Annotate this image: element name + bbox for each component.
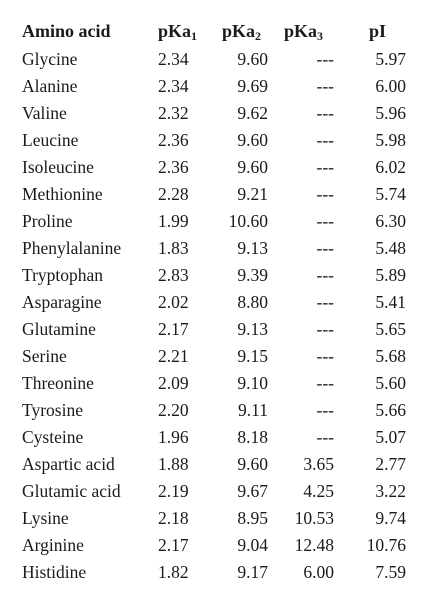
cell-pka2: 8.95 [237,508,268,528]
cell-amino-acid: Tyrosine [22,400,83,420]
cell-pka3: --- [316,49,334,69]
header-pka1 [148,16,210,46]
cell-pka1: 2.09 [158,373,189,393]
table-header [20,16,406,46]
cell-pi: 5.89 [375,265,406,285]
table-row [20,424,406,451]
cell-pka1: 2.20 [158,400,189,420]
cell-pi: 10.76 [366,535,406,555]
cell-pka1: 1.99 [158,211,189,231]
table-row [20,262,406,289]
table-row [20,46,406,73]
cell-pka1: 2.32 [158,103,189,123]
cell-amino-acid: Asparagine [22,292,102,312]
cell-pi: 9.74 [375,508,406,528]
cell-pka2: 9.04 [237,535,268,555]
header-pi: pI [368,21,386,41]
cell-amino-acid: Arginine [22,535,84,555]
cell-pka2: 9.67 [237,481,268,501]
cell-amino-acid: Lysine [22,508,69,528]
table-body [20,46,406,586]
cell-pka1: 2.02 [158,292,189,312]
cell-pka3: --- [316,319,334,339]
cell-pka3: --- [316,76,334,96]
cell-amino-acid: Glycine [22,49,78,69]
cell-pka2: 9.60 [237,157,268,177]
table-row [20,478,406,505]
cell-amino-acid: Cysteine [22,427,84,447]
cell-pka3: 3.65 [303,454,334,474]
table-row [20,208,406,235]
cell-pka2: 9.13 [237,238,268,258]
cell-pi: 7.59 [375,562,406,582]
cell-amino-acid: Valine [22,103,67,123]
cell-pka1: 2.19 [158,481,189,501]
cell-pka3: 12.48 [294,535,334,555]
table-row [20,559,406,586]
header-pka2 [210,16,280,46]
amino-acid-table-container [20,16,425,586]
cell-pi: 2.77 [375,454,406,474]
cell-pka3: --- [316,184,334,204]
table-row [20,532,406,559]
cell-pi: 5.41 [375,292,406,312]
cell-amino-acid: Glutamine [22,319,96,339]
header-pka1-base: pKa [158,21,192,41]
table-row [20,370,406,397]
table-row [20,343,406,370]
cell-pi: 5.97 [375,49,406,69]
cell-pka2: 9.21 [237,184,268,204]
cell-amino-acid: Methionine [22,184,103,204]
cell-amino-acid: Glutamic acid [22,481,121,501]
table-row [20,181,406,208]
header-pka2-subscript: 2 [255,29,262,43]
cell-pka1: 1.88 [158,454,189,474]
cell-pka2: 9.60 [237,130,268,150]
cell-amino-acid: Alanine [22,76,78,96]
cell-pka1: 2.83 [158,265,189,285]
cell-amino-acid: Leucine [22,130,79,150]
table-row [20,154,406,181]
cell-pka1: 2.36 [158,130,189,150]
cell-amino-acid: Phenylalanine [22,238,122,258]
cell-pka1: 2.28 [158,184,189,204]
table-row [20,73,406,100]
cell-pka2: 9.69 [237,76,268,96]
table-row [20,127,406,154]
cell-pi: 3.22 [375,481,406,501]
cell-pka3: 6.00 [303,562,334,582]
cell-pka2: 9.60 [237,454,268,474]
cell-pi: 5.98 [375,130,406,150]
header-pka1-subscript: 1 [191,29,198,43]
cell-pka1: 1.96 [158,427,189,447]
cell-pka2: 9.15 [237,346,268,366]
table-row [20,316,406,343]
cell-pi: 6.02 [375,157,406,177]
cell-pka3: --- [316,157,334,177]
table-row [20,505,406,532]
cell-pka2: 8.18 [237,427,268,447]
cell-amino-acid: Isoleucine [22,157,94,177]
cell-pka1: 2.17 [158,535,189,555]
table-row [20,397,406,424]
table-row [20,100,406,127]
cell-pka3: --- [316,427,334,447]
table-row [20,289,406,316]
cell-amino-acid: Histidine [22,562,87,582]
cell-pka3: --- [316,292,334,312]
cell-pka3: --- [316,265,334,285]
cell-pka2: 9.11 [238,400,268,420]
amino-acid-pka-table [20,16,406,586]
cell-pi: 5.74 [375,184,406,204]
cell-pka1: 1.83 [158,238,189,258]
header-pka3 [280,16,344,46]
header-amino-acid: Amino acid [22,21,111,41]
header-pka3-base: pKa [284,21,318,41]
header-pka2-base: pKa [222,21,256,41]
cell-amino-acid: Tryptophan [22,265,104,285]
cell-pka3: --- [316,103,334,123]
cell-pka1: 2.34 [158,76,189,96]
cell-pka1: 2.34 [158,49,189,69]
cell-pka3: --- [316,400,334,420]
cell-pka3: 4.25 [303,481,334,501]
cell-pi: 6.00 [375,76,406,96]
cell-pka2: 8.80 [237,292,268,312]
header-row [20,16,406,46]
cell-pka1: 2.18 [158,508,189,528]
cell-pka1: 2.36 [158,157,189,177]
cell-pka3: --- [316,238,334,258]
cell-amino-acid: Serine [22,346,67,366]
header-pka3-subscript: 3 [317,29,324,43]
cell-pka1: 1.82 [158,562,189,582]
cell-pka1: 2.21 [158,346,189,366]
cell-pi: 5.66 [375,400,406,420]
cell-pka2: 9.62 [237,103,268,123]
cell-pka2: 9.17 [237,562,268,582]
cell-pi: 5.60 [375,373,406,393]
cell-pi: 5.96 [375,103,406,123]
cell-pi: 5.68 [375,346,406,366]
cell-amino-acid: Aspartic acid [22,454,115,474]
cell-amino-acid: Threonine [22,373,94,393]
cell-amino-acid: Proline [22,211,73,231]
cell-pka3: --- [316,130,334,150]
table-row [20,451,406,478]
cell-pka3: --- [316,211,334,231]
cell-pka3: --- [316,346,334,366]
cell-pka2: 9.10 [237,373,268,393]
cell-pka1: 2.17 [158,319,189,339]
cell-pi: 5.48 [375,238,406,258]
cell-pka3: 10.53 [294,508,334,528]
cell-pka2: 10.60 [228,211,268,231]
cell-pka2: 9.39 [237,265,268,285]
cell-pka3: --- [316,373,334,393]
table-row [20,235,406,262]
cell-pi: 5.07 [375,427,406,447]
cell-pi: 6.30 [375,211,406,231]
cell-pi: 5.65 [375,319,406,339]
cell-pka2: 9.60 [237,49,268,69]
cell-pka2: 9.13 [237,319,268,339]
